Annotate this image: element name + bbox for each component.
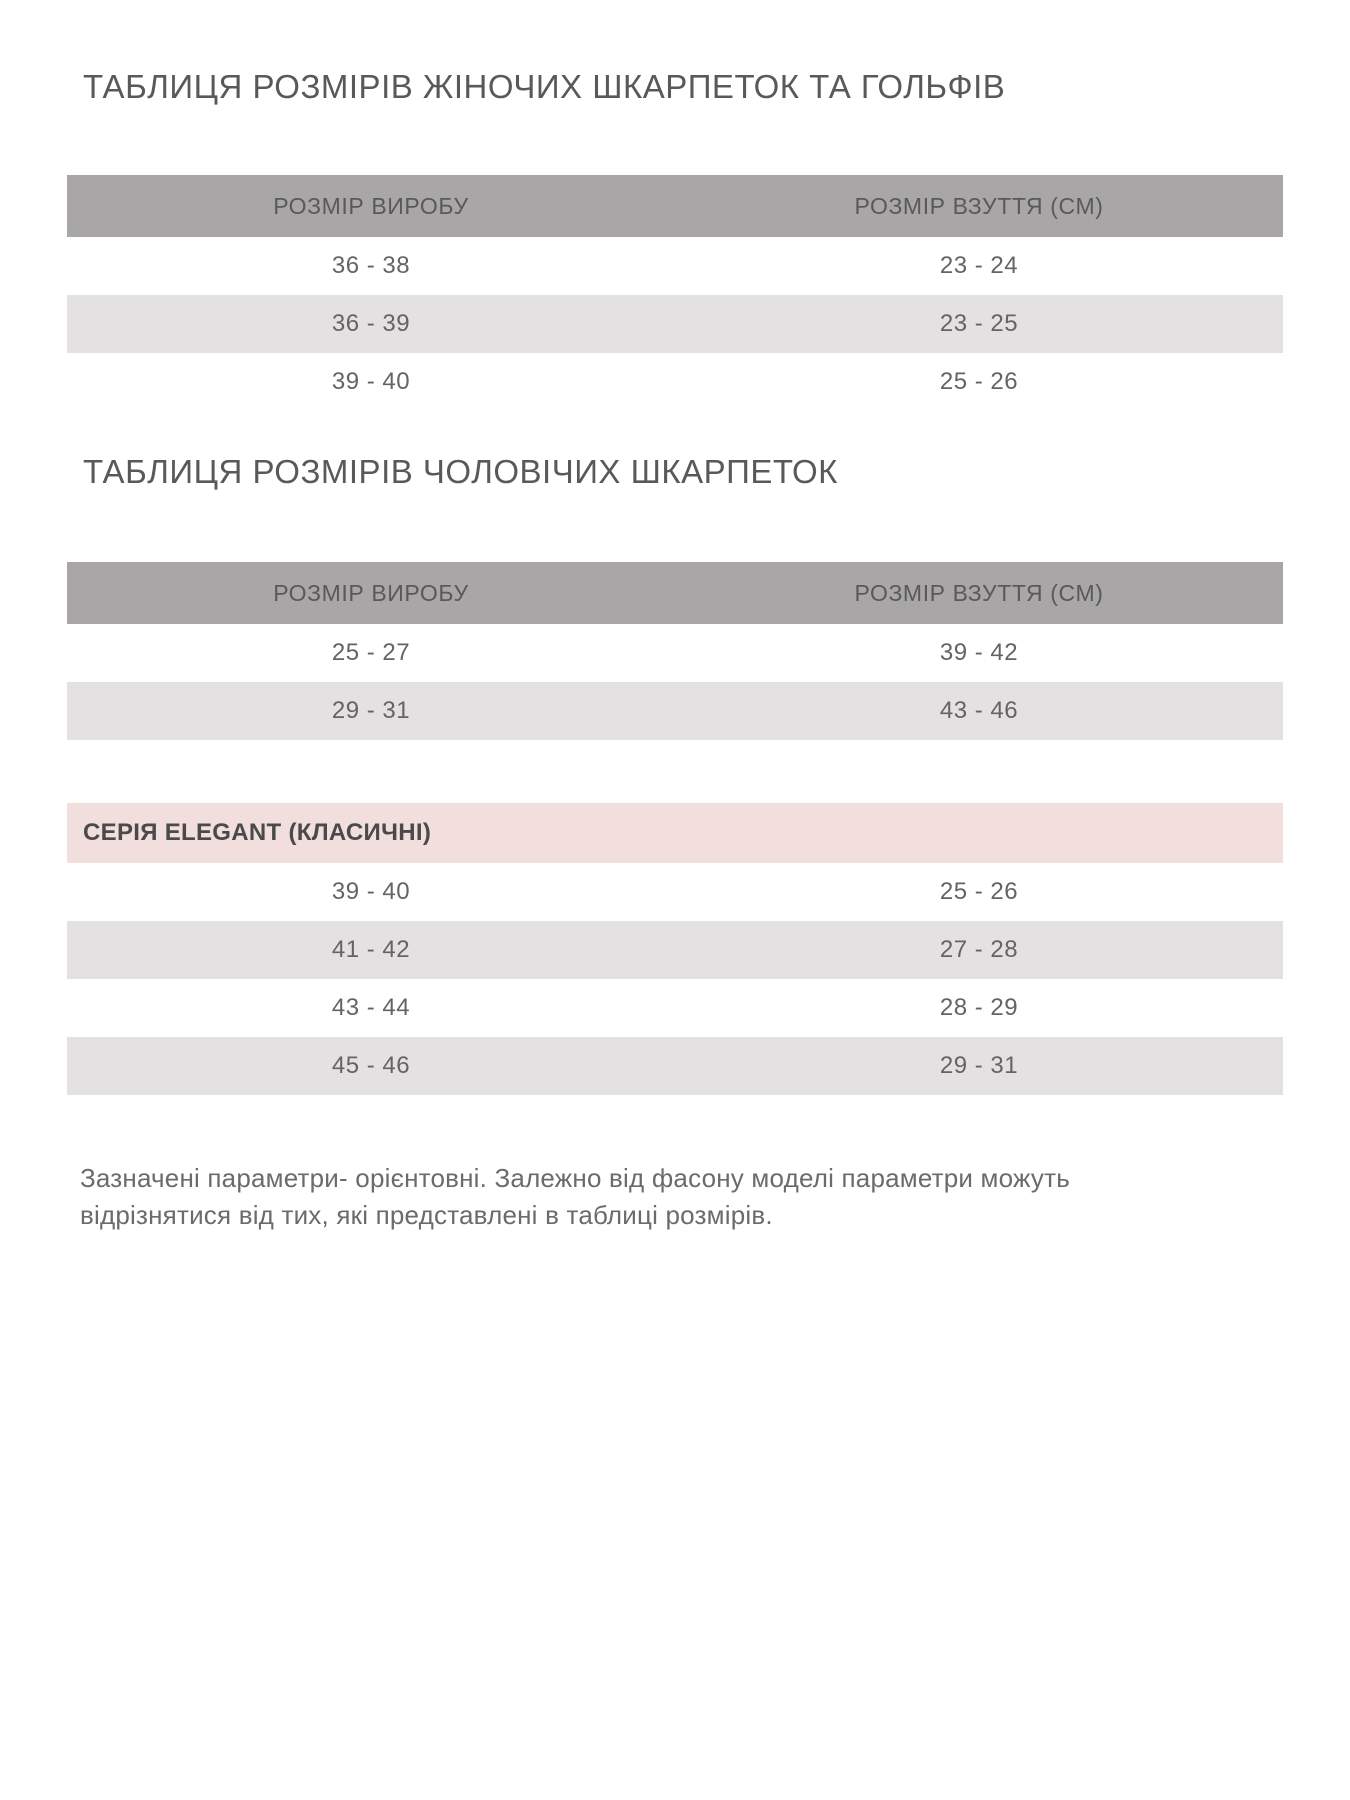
table-row [67,979,1283,1037]
product-size-cell: 41 - 42 [331,936,411,963]
men-sizes-title: ТАБЛИЦЯ РОЗМІРІВ ЧОЛОВІЧИХ ШКАРПЕТОК [83,453,838,490]
shoe-size-cell: 27 - 28 [939,936,1019,963]
product-size-cell: 39 - 40 [331,368,411,395]
elegant-series-table [67,803,1283,1095]
column-header-shoe-size: РОЗМІР ВЗУТТЯ (СМ) [854,579,1104,606]
table-row [67,624,1283,682]
product-size-cell: 29 - 31 [331,697,411,724]
product-size-cell: 39 - 40 [331,878,411,905]
column-header-shoe-size: РОЗМІР ВЗУТТЯ (СМ) [854,192,1104,219]
table-row [67,863,1283,921]
table-row [67,682,1283,740]
table-row [67,237,1283,295]
shoe-size-cell: 25 - 26 [939,878,1019,905]
product-size-cell: 45 - 46 [331,1052,411,1079]
shoe-size-cell: 29 - 31 [939,1052,1019,1079]
shoe-size-cell: 43 - 46 [939,697,1019,724]
elegant-series-label: СЕРІЯ ELEGANT (КЛАСИЧНІ) [83,819,432,846]
elegant-series-header [67,803,1283,863]
women-sizes-table [67,175,1283,411]
column-header-product-size: РОЗМІР ВИРОБУ [273,579,469,606]
women-sizes-title: ТАБЛИЦЯ РОЗМІРІВ ЖІНОЧИХ ШКАРПЕТОК ТА ГОЛЬФІВ [83,68,1006,105]
size-disclaimer-note: Зазначені параметри- орієнтовні. Залежно від фасону моделі параметри можуть відрізнятися від тих, які представлені в таблиці розмірів. [80,1163,1070,1230]
table-row [67,295,1283,353]
shoe-size-cell: 25 - 26 [939,368,1019,395]
shoe-size-cell: 23 - 24 [939,252,1019,279]
product-size-cell: 36 - 38 [331,252,411,279]
shoe-size-cell: 28 - 29 [939,994,1019,1021]
men-sizes-table [67,562,1283,740]
product-size-cell: 25 - 27 [331,639,411,666]
men-table-header-row [67,562,1283,624]
table-row [67,353,1283,411]
shoe-size-cell: 23 - 25 [939,310,1019,337]
women-table-header-row [67,175,1283,237]
product-size-cell: 36 - 39 [331,310,411,337]
column-header-product-size: РОЗМІР ВИРОБУ [273,192,469,219]
shoe-size-cell: 39 - 42 [939,639,1019,666]
table-row [67,1037,1283,1095]
product-size-cell: 43 - 44 [331,994,411,1021]
table-row [67,921,1283,979]
